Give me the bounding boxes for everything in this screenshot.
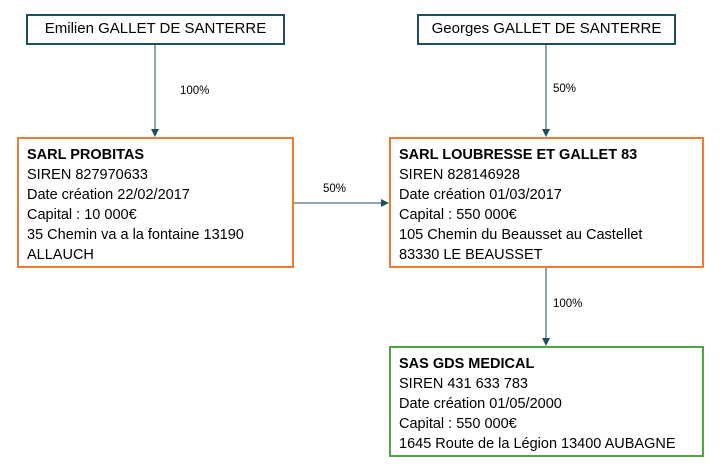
company-probitas [17,137,294,268]
company-probitas-address-line2: ALLAUCH [27,247,94,263]
company-loubresse-siren: SIREN 828146928 [399,167,520,183]
company-gds-medical-creation: Date création 01/05/2000 [399,396,562,412]
company-loubresse [389,137,704,268]
company-gds-medical [389,346,704,457]
pct-loubresse-to-gds: 100% [553,298,583,310]
pct-georges-to-loubresse: 50% [553,83,577,95]
person-emilien-name: Emilien GALLET DE SANTERRE [44,20,267,37]
pct-emilien-to-probitas: 100% [180,85,210,97]
person-georges [417,14,676,45]
company-probitas-capital: Capital : 10 000€ [27,207,137,223]
company-loubresse-capital: Capital : 550 000€ [399,207,517,223]
company-loubresse-address-line2: 83330 LE BEAUSSET [399,247,543,263]
company-gds-medical-siren: SIREN 431 633 783 [399,376,528,392]
company-loubresse-address-line1: 105 Chemin du Beausset au Castellet [399,227,643,243]
company-probitas-creation: Date création 22/02/2017 [27,187,190,203]
pct-probitas-to-loubresse: 50% [323,183,347,195]
company-loubresse-creation: Date création 01/03/2017 [399,187,562,203]
company-gds-medical-address-line1: 1645 Route de la Légion 13400 AUBAGNE [399,436,676,452]
company-probitas-siren: SIREN 827970633 [27,167,148,183]
company-gds-medical-name: SAS GDS MEDICAL [399,356,535,372]
company-loubresse-name: SARL LOUBRESSE ET GALLET 83 [399,147,638,163]
person-georges-name: Georges GALLET DE SANTERRE [431,20,662,37]
company-probitas-name: SARL PROBITAS [27,147,145,163]
company-probitas-address-line1: 35 Chemin va a la fontaine 13190 [27,227,244,243]
company-gds-medical-capital: Capital : 550 000€ [399,416,517,432]
person-emilien [26,14,285,45]
